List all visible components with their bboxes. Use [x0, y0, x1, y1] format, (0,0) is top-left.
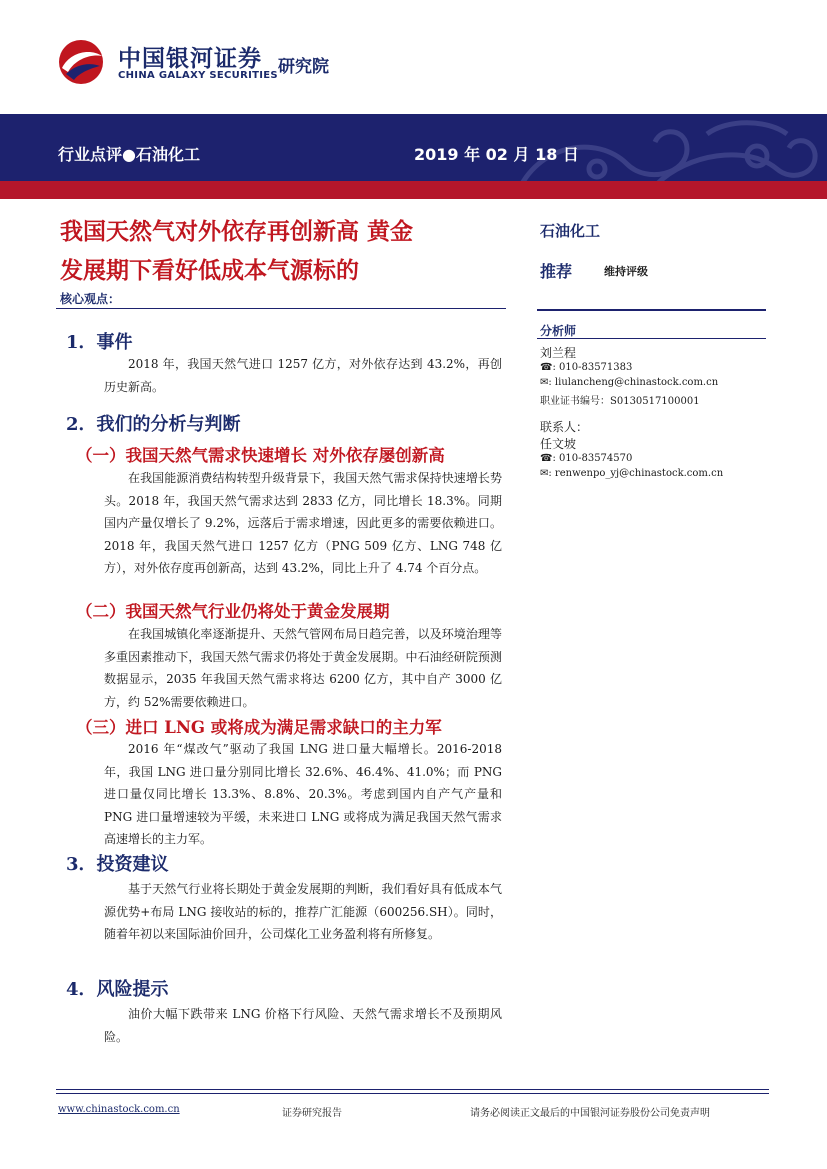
footer-divider [56, 1093, 769, 1094]
footer-divider [56, 1089, 769, 1090]
rating-label: 推荐 [540, 262, 573, 281]
analyst-name: 刘兰程 [540, 346, 577, 360]
footer-website-link[interactable]: www.chinastock.com.cn [58, 1104, 180, 1115]
divider [537, 338, 766, 339]
subsection-heading: （一）我国天然气需求快速增长 对外依存屡创新高 [76, 446, 445, 465]
contact-heading: 联系人： [540, 420, 589, 434]
company-name-en: CHINA GALAXY SECURITIES [118, 70, 278, 81]
divider [537, 309, 766, 311]
footer-disclaimer: 请务必阅读正文最后的中国银河证券股份公司免责声明 [470, 1108, 710, 1119]
report-date: 2019 年 02 月 18 日 [414, 145, 579, 164]
contact-email[interactable]: ✉: renwenpo_yj@chinastock.com.cn [540, 468, 724, 479]
report-category: 行业点评●石油化工 [58, 145, 200, 164]
sector-label: 石油化工 [540, 222, 601, 240]
analyst-phone: ☎: 010-83571383 [540, 362, 633, 373]
banner-red-stripe [0, 181, 827, 199]
title-line-1: 我国天然气对外依存再创新高 黄金 [60, 218, 414, 245]
section-paragraph: 2016 年“煤改气”驱动了我国 LNG 进口量大幅增长。2016-2018 年，我国 LNG 进口量分别同比增长 32.6%、46.4%、41.0%；而 PNG 进口量仅同比增长 13.3%、8.8%、20.3%。考虑到国内自产气产量和 PNG 进口量增速较为平缓，未来进口 LNG 或将成为满足我国天然气需求高速增长的主力军。 [104, 742, 502, 846]
institute-label: 研究院 [278, 57, 329, 77]
contact-name: 任文坡 [540, 437, 577, 451]
section-heading: 3．投资建议 [66, 854, 169, 875]
divider [56, 308, 506, 309]
section-paragraph: 在我国能源消费结构转型升级背景下，我国天然气需求保持快速增长势头。2018 年，我国天然气需求达到 2833 亿方，同比增长 18.3%。同期国内产量仅增长了 9.2%，远落后于需求增速，因此更多的需要依赖进口。2018 年，我国天然气进口 1257 亿方（PNG 509 亿方、LNG 748 亿方），对外依存度再创新高，达到 43.2%，同比上升了 4.74 个百分点。 [104, 471, 502, 575]
subsection-heading: （二）我国天然气行业仍将处于黄金发展期 [76, 602, 390, 621]
report-title [60, 212, 510, 290]
analyst-email[interactable]: ✉: liulancheng@chinastock.com.cn [540, 377, 719, 388]
section-heading: 4．风险提示 [66, 979, 169, 1000]
section-paragraph: 2018 年，我国天然气进口 1257 亿方，对外依存达到 43.2%，再创历史新高。 [104, 357, 502, 394]
company-name-cn: 中国银河证券 [118, 46, 262, 72]
analyst-heading: 分析师 [540, 324, 577, 338]
rating-note: 维持评级 [604, 265, 648, 278]
footer-report-type: 证券研究报告 [282, 1108, 342, 1119]
section-paragraph: 在我国城镇化率逐渐提升、天然气管网布局日趋完善，以及环境治理等多重因素推动下，我国天然气需求仍将处于黄金发展期。中石油经研院预测数据显示，2035 年我国天然气需求将达 6200 亿方，其中自产 3000 亿方，约 52%需要依赖进口。 [104, 627, 502, 709]
title-line-2: 发展期下看好低成本气源标的 [60, 257, 359, 284]
section-paragraph: 油价大幅下跌带来 LNG 价格下行风险、天然气需求增长不及预期风险。 [104, 1007, 502, 1044]
section-heading: 1．事件 [66, 332, 133, 353]
section-paragraph: 基于天然气行业将长期处于黄金发展期的判断，我们看好具有低成本气源优势+布局 LNG 接收站的标的，推荐广汇能源（600256.SH）。同时，随着年初以来国际油价回升，公司煤化工业务盈利将有所修复。 [104, 882, 502, 941]
contact-phone: ☎: 010-83574570 [540, 453, 633, 464]
core-view-label: 核心观点： [60, 292, 121, 306]
section-heading: 2．我们的分析与判断 [66, 414, 241, 435]
analyst-cert: 职业证书编号：S0130517100001 [540, 396, 700, 407]
subsection-heading: （三）进口 LNG 或将成为满足需求缺口的主力军 [76, 718, 442, 737]
galaxy-logo-icon [56, 38, 106, 86]
